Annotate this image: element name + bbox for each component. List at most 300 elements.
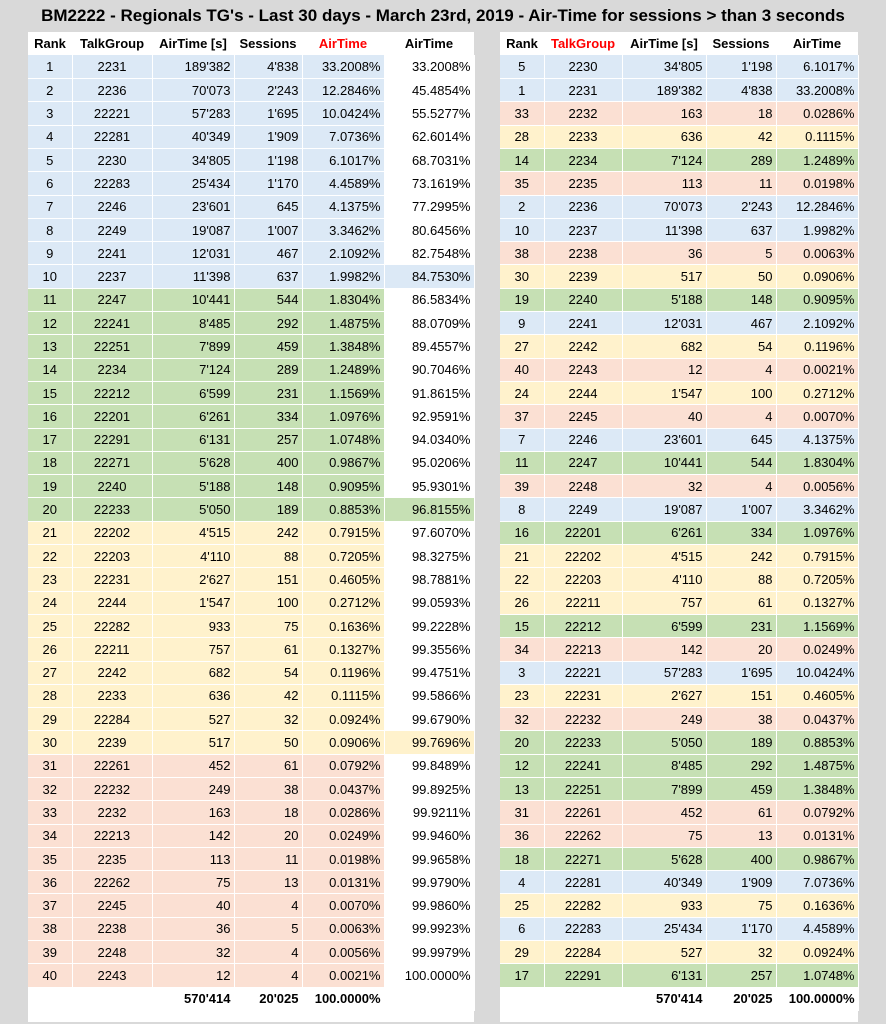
sessions-cell: 1'198	[234, 148, 302, 171]
airtime-percent-cell: 0.1196%	[776, 335, 858, 358]
talkgroup-cell: 22283	[72, 172, 152, 195]
airtime-seconds-cell: 10'441	[622, 451, 706, 474]
airtime-seconds-cell: 23'601	[622, 428, 706, 451]
airtime-seconds-cell: 19'087	[622, 498, 706, 521]
airtime-seconds-cell: 682	[152, 661, 234, 684]
airtime-seconds-cell: 452	[152, 754, 234, 777]
table-row	[500, 941, 858, 964]
airtime-seconds-cell: 12	[622, 358, 706, 381]
sessions-cell: 42	[234, 684, 302, 707]
table-row	[500, 195, 858, 218]
talkgroup-cell: 2234	[544, 148, 622, 171]
sessions-cell: 645	[706, 428, 776, 451]
airtime-seconds-cell: 4'110	[152, 545, 234, 568]
table-row	[500, 778, 858, 801]
table-row	[28, 265, 474, 288]
sessions-cell: 459	[706, 778, 776, 801]
airtime-percent-cell: 0.7205%	[302, 545, 384, 568]
rank-cell: 34	[28, 824, 72, 847]
airtime-percent-cell: 12.2846%	[776, 195, 858, 218]
rank-cell: 7	[28, 195, 72, 218]
airtime-percent-cell: 0.0437%	[302, 778, 384, 801]
table-row	[28, 778, 474, 801]
table-row	[500, 591, 858, 614]
airtime-cumulative-cell: 99.9658%	[384, 847, 474, 870]
col-header-airtime-percent: AirTime	[792, 36, 842, 52]
talkgroup-cell: 2231	[544, 79, 622, 102]
airtime-seconds-cell: 933	[622, 894, 706, 917]
rank-cell: 15	[500, 614, 544, 637]
airtime-percent-cell: 0.0021%	[302, 964, 384, 987]
rank-cell: 26	[28, 638, 72, 661]
table-row	[500, 79, 858, 102]
sessions-cell: 1'007	[234, 218, 302, 241]
rank-cell: 28	[28, 684, 72, 707]
talkgroup-cell: 2239	[72, 731, 152, 754]
airtime-percent-cell: 0.8853%	[302, 498, 384, 521]
airtime-seconds-cell: 933	[152, 614, 234, 637]
talkgroup-table-panel	[500, 32, 858, 1022]
sessions-cell: 292	[706, 754, 776, 777]
table-row	[28, 545, 474, 568]
rank-cell: 8	[28, 218, 72, 241]
airtime-percent-cell: 0.8853%	[776, 731, 858, 754]
airtime-percent-cell: 0.0131%	[776, 824, 858, 847]
airtime-seconds-cell: 142	[622, 638, 706, 661]
rank-cell: 27	[500, 335, 544, 358]
table-row	[28, 335, 474, 358]
rank-cell: 28	[500, 125, 544, 148]
airtime-cumulative-cell: 89.4557%	[384, 335, 474, 358]
talkgroup-cell: 2230	[72, 148, 152, 171]
airtime-seconds-cell: 517	[152, 731, 234, 754]
table-row	[500, 521, 858, 544]
rank-cell: 9	[28, 242, 72, 265]
talkgroup-cell: 2239	[544, 265, 622, 288]
rank-cell: 30	[28, 731, 72, 754]
sessions-cell: 189	[234, 498, 302, 521]
talkgroup-cell: 22213	[544, 638, 622, 661]
table-row	[500, 964, 858, 987]
airtime-seconds-cell: 636	[152, 684, 234, 707]
airtime-seconds-cell: 70'073	[152, 79, 234, 102]
airtime-seconds-cell: 36	[152, 917, 234, 940]
airtime-seconds-cell: 57'283	[622, 661, 706, 684]
talkgroup-cell: 2248	[544, 475, 622, 498]
airtime-cumulative-cell: 95.9301%	[384, 475, 474, 498]
table-row	[28, 964, 474, 987]
airtime-percent-cell: 1.4875%	[302, 312, 384, 335]
airtime-seconds-cell: 23'601	[152, 195, 234, 218]
sessions-cell: 334	[706, 521, 776, 544]
airtime-percent-cell: 0.0198%	[302, 847, 384, 870]
sessions-cell: 5	[706, 242, 776, 265]
sessions-cell: 289	[234, 358, 302, 381]
talkgroup-cell: 22201	[72, 405, 152, 428]
rank-cell: 1	[28, 55, 72, 78]
talkgroup-cell: 2249	[544, 498, 622, 521]
airtime-cumulative-cell: 97.6070%	[384, 521, 474, 544]
airtime-seconds-cell: 19'087	[152, 218, 234, 241]
airtime-seconds-cell: 32	[622, 475, 706, 498]
talkgroup-cell: 22282	[72, 614, 152, 637]
airtime-cumulative-cell: 99.9790%	[384, 871, 474, 894]
table-row	[500, 475, 858, 498]
airtime-cumulative-cell: 99.8489%	[384, 754, 474, 777]
sessions-cell: 151	[234, 568, 302, 591]
talkgroup-cell: 2247	[544, 451, 622, 474]
talkgroup-cell: 22233	[544, 731, 622, 754]
talkgroup-cell: 22213	[72, 824, 152, 847]
airtime-seconds-cell: 40'349	[152, 125, 234, 148]
sessions-cell: 544	[234, 288, 302, 311]
rank-cell: 14	[28, 358, 72, 381]
sessions-cell: 189	[706, 731, 776, 754]
rank-cell: 17	[28, 428, 72, 451]
table-row	[500, 218, 858, 241]
rank-cell: 40	[28, 964, 72, 987]
airtime-percent-cell: 1.0976%	[776, 521, 858, 544]
table-row	[500, 55, 858, 78]
talkgroup-cell: 2237	[544, 218, 622, 241]
airtime-percent-cell: 12.2846%	[302, 79, 384, 102]
talkgroup-cell: 22262	[72, 871, 152, 894]
table-row	[28, 475, 474, 498]
rank-cell: 31	[28, 754, 72, 777]
talkgroup-cell: 2245	[72, 894, 152, 917]
airtime-cumulative-cell: 88.0709%	[384, 312, 474, 335]
col-header-airtime-seconds: AirTime [s]	[159, 36, 227, 52]
talkgroup-cell: 2244	[72, 591, 152, 614]
airtime-percent-cell: 0.0056%	[776, 475, 858, 498]
table-row	[28, 498, 474, 521]
airtime-percent-cell: 7.0736%	[776, 871, 858, 894]
col-header-rank: Rank	[506, 36, 538, 52]
airtime-percent-cell: 0.0792%	[302, 754, 384, 777]
sessions-cell: 544	[706, 451, 776, 474]
airtime-seconds-cell: 6'599	[622, 614, 706, 637]
airtime-seconds-cell: 6'261	[152, 405, 234, 428]
talkgroup-cell: 22283	[544, 917, 622, 940]
table-row	[28, 172, 474, 195]
airtime-cumulative-cell: 94.0340%	[384, 428, 474, 451]
talkgroup-cell: 2238	[72, 917, 152, 940]
talkgroup-cell: 22202	[544, 545, 622, 568]
airtime-seconds-cell: 34'805	[622, 55, 706, 78]
talkgroup-cell: 22284	[72, 708, 152, 731]
total-sessions: 20'025	[706, 987, 776, 1010]
talkgroup-cell: 22251	[72, 335, 152, 358]
talkgroup-cell: 2235	[544, 172, 622, 195]
rank-cell: 8	[500, 498, 544, 521]
rank-cell: 38	[500, 242, 544, 265]
airtime-percent-cell: 0.0906%	[302, 731, 384, 754]
airtime-seconds-cell: 757	[622, 591, 706, 614]
airtime-seconds-cell: 249	[152, 778, 234, 801]
rank-cell: 23	[500, 684, 544, 707]
airtime-percent-cell: 0.0063%	[302, 917, 384, 940]
airtime-seconds-cell: 6'131	[622, 964, 706, 987]
sessions-cell: 2'243	[706, 195, 776, 218]
airtime-cumulative-cell: 86.5834%	[384, 288, 474, 311]
rank-cell: 5	[28, 148, 72, 171]
table-row	[500, 545, 858, 568]
airtime-percent-cell: 2.1092%	[776, 312, 858, 335]
rank-cell: 18	[500, 847, 544, 870]
sessions-cell: 42	[706, 125, 776, 148]
sessions-cell: 151	[706, 684, 776, 707]
total-airtime-seconds: 570'414	[152, 987, 234, 1010]
table-row	[500, 242, 858, 265]
airtime-percent-cell: 0.2712%	[302, 591, 384, 614]
rank-cell: 21	[500, 545, 544, 568]
rank-cell: 38	[28, 917, 72, 940]
airtime-cumulative-cell: 77.2995%	[384, 195, 474, 218]
airtime-percent-cell: 33.2008%	[776, 79, 858, 102]
airtime-seconds-cell: 5'050	[622, 731, 706, 754]
airtime-seconds-cell: 5'628	[622, 847, 706, 870]
table-row	[28, 847, 474, 870]
airtime-seconds-cell: 682	[622, 335, 706, 358]
table-row	[28, 754, 474, 777]
airtime-seconds-cell: 75	[622, 824, 706, 847]
airtime-percent-cell: 0.7205%	[776, 568, 858, 591]
airtime-percent-cell: 1.1569%	[776, 614, 858, 637]
airtime-seconds-cell: 34'805	[152, 148, 234, 171]
talkgroup-cell: 22233	[72, 498, 152, 521]
sessions-cell: 1'170	[234, 172, 302, 195]
airtime-percent-cell: 6.1017%	[302, 148, 384, 171]
table-row	[28, 614, 474, 637]
table-row	[28, 801, 474, 824]
talkgroup-cell: 2233	[72, 684, 152, 707]
talkgroup-cell: 2240	[72, 475, 152, 498]
talkgroup-cell: 2249	[72, 218, 152, 241]
rank-cell: 31	[500, 801, 544, 824]
sessions-cell: 38	[706, 708, 776, 731]
table-row	[500, 451, 858, 474]
sessions-cell: 148	[706, 288, 776, 311]
talkgroup-cell: 22231	[544, 684, 622, 707]
talkgroup-cell: 22261	[72, 754, 152, 777]
rank-cell: 9	[500, 312, 544, 335]
table-row	[500, 405, 858, 428]
talkgroup-cell: 22201	[544, 521, 622, 544]
sessions-cell: 4'838	[234, 55, 302, 78]
sessions-cell: 4	[234, 964, 302, 987]
airtime-percent-cell: 0.1115%	[776, 125, 858, 148]
rank-cell: 16	[28, 405, 72, 428]
rank-cell: 6	[28, 172, 72, 195]
table-row	[500, 894, 858, 917]
sessions-cell: 61	[234, 638, 302, 661]
table-row	[28, 102, 474, 125]
sessions-cell: 61	[706, 801, 776, 824]
talkgroup-cell: 2237	[72, 265, 152, 288]
talkgroup-cell: 2232	[72, 801, 152, 824]
talkgroup-cell: 2243	[72, 964, 152, 987]
airtime-cumulative-cell: 95.0206%	[384, 451, 474, 474]
airtime-cumulative-cell: 99.0593%	[384, 591, 474, 614]
rank-cell: 39	[28, 941, 72, 964]
table-row	[500, 568, 858, 591]
talkgroup-cell: 22241	[544, 754, 622, 777]
empty-cell	[544, 987, 622, 1010]
airtime-percent-cell: 0.9867%	[302, 451, 384, 474]
sessions-cell: 400	[706, 847, 776, 870]
sessions-cell: 20	[234, 824, 302, 847]
table-row	[500, 428, 858, 451]
rank-cell: 33	[500, 102, 544, 125]
table-row	[500, 125, 858, 148]
sessions-cell: 18	[234, 801, 302, 824]
airtime-percent-cell: 1.3848%	[302, 335, 384, 358]
table-row	[500, 312, 858, 335]
airtime-cumulative-cell: 55.5277%	[384, 102, 474, 125]
col-header-airtime-seconds: AirTime [s]	[630, 36, 698, 52]
rank-cell: 30	[500, 265, 544, 288]
talkgroup-cell: 22261	[544, 801, 622, 824]
total-airtime-percent: 100.0000%	[776, 987, 858, 1010]
airtime-seconds-cell: 6'131	[152, 428, 234, 451]
airtime-percent-cell: 0.1327%	[302, 638, 384, 661]
talkgroup-cell: 22221	[544, 661, 622, 684]
airtime-percent-cell: 0.0131%	[302, 871, 384, 894]
rank-cell: 10	[28, 265, 72, 288]
airtime-cumulative-cell: 99.7696%	[384, 731, 474, 754]
rank-cell: 4	[28, 125, 72, 148]
airtime-seconds-cell: 25'434	[152, 172, 234, 195]
airtime-percent-cell: 0.0198%	[776, 172, 858, 195]
table-row	[500, 801, 858, 824]
airtime-seconds-cell: 25'434	[622, 917, 706, 940]
sessions-cell: 1'909	[234, 125, 302, 148]
airtime-seconds-cell: 636	[622, 125, 706, 148]
airtime-percent-cell: 0.0063%	[776, 242, 858, 265]
talkgroup-cell: 22232	[72, 778, 152, 801]
rank-cell: 35	[28, 847, 72, 870]
sessions-cell: 1'007	[706, 498, 776, 521]
airtime-seconds-cell: 32	[152, 941, 234, 964]
sessions-cell: 38	[234, 778, 302, 801]
airtime-percent-cell: 0.0249%	[302, 824, 384, 847]
airtime-percent-cell: 0.0437%	[776, 708, 858, 731]
table-row	[28, 824, 474, 847]
rank-cell: 11	[28, 288, 72, 311]
table-row	[500, 824, 858, 847]
airtime-percent-cell: 1.9982%	[776, 218, 858, 241]
table-row	[500, 638, 858, 661]
airtime-percent-cell: 2.1092%	[302, 242, 384, 265]
rank-cell: 24	[500, 381, 544, 404]
sessions-cell: 257	[234, 428, 302, 451]
rank-cell: 10	[500, 218, 544, 241]
airtime-percent-cell: 4.1375%	[776, 428, 858, 451]
sessions-cell: 4	[234, 894, 302, 917]
rank-cell: 19	[500, 288, 544, 311]
rank-cell: 29	[500, 941, 544, 964]
talkgroup-cell: 22291	[544, 964, 622, 987]
airtime-seconds-cell: 6'599	[152, 381, 234, 404]
sessions-cell: 4	[234, 941, 302, 964]
rank-cell: 2	[500, 195, 544, 218]
airtime-seconds-cell: 527	[622, 941, 706, 964]
sessions-cell: 289	[706, 148, 776, 171]
airtime-cumulative-cell: 80.6456%	[384, 218, 474, 241]
talkgroup-cell: 2241	[544, 312, 622, 335]
sessions-cell: 4'838	[706, 79, 776, 102]
col-header-sessions: Sessions	[239, 36, 297, 52]
airtime-percent-cell: 0.1636%	[776, 894, 858, 917]
talkgroup-cell: 2245	[544, 405, 622, 428]
airtime-seconds-cell: 12'031	[152, 242, 234, 265]
airtime-seconds-cell: 452	[622, 801, 706, 824]
talkgroup-cell: 22291	[72, 428, 152, 451]
airtime-seconds-cell: 5'050	[152, 498, 234, 521]
sessions-cell: 18	[706, 102, 776, 125]
airtime-percent-cell: 0.0056%	[302, 941, 384, 964]
airtime-seconds-cell: 142	[152, 824, 234, 847]
airtime-percent-cell: 1.1569%	[302, 381, 384, 404]
sessions-cell: 645	[234, 195, 302, 218]
airtime-percent-cell: 4.4589%	[302, 172, 384, 195]
table-row	[28, 358, 474, 381]
airtime-percent-cell: 1.3848%	[776, 778, 858, 801]
table-row	[500, 498, 858, 521]
airtime-seconds-cell: 2'627	[152, 568, 234, 591]
airtime-cumulative-cell: 99.5866%	[384, 684, 474, 707]
sessions-cell: 100	[234, 591, 302, 614]
airtime-seconds-cell: 4'515	[622, 545, 706, 568]
sessions-cell: 242	[234, 521, 302, 544]
rank-cell: 22	[28, 545, 72, 568]
airtime-percent-cell: 3.3462%	[302, 218, 384, 241]
rank-cell: 20	[500, 731, 544, 754]
table-row	[28, 312, 474, 335]
total-airtime-percent: 100.0000%	[302, 987, 384, 1010]
airtime-percent-cell: 1.2489%	[302, 358, 384, 381]
talkgroup-cell: 2236	[72, 79, 152, 102]
airtime-seconds-cell: 757	[152, 638, 234, 661]
sessions-cell: 32	[706, 941, 776, 964]
rank-cell: 23	[28, 568, 72, 591]
rank-cell: 7	[500, 428, 544, 451]
airtime-percent-cell: 0.7915%	[302, 521, 384, 544]
airtime-seconds-cell: 189'382	[622, 79, 706, 102]
table-row	[28, 428, 474, 451]
talkgroup-cell: 2233	[544, 125, 622, 148]
sessions-cell: 13	[706, 824, 776, 847]
rank-cell: 25	[28, 614, 72, 637]
airtime-cumulative-cell: 90.7046%	[384, 358, 474, 381]
airtime-seconds-cell: 57'283	[152, 102, 234, 125]
sessions-cell: 292	[234, 312, 302, 335]
rank-cell: 4	[500, 871, 544, 894]
sessions-cell: 257	[706, 964, 776, 987]
airtime-percent-cell: 0.9867%	[776, 847, 858, 870]
sessions-cell: 11	[706, 172, 776, 195]
rank-cell: 3	[500, 661, 544, 684]
rank-cell: 29	[28, 708, 72, 731]
table-row	[28, 242, 474, 265]
airtime-percent-cell: 1.0976%	[302, 405, 384, 428]
talkgroup-cell: 2246	[72, 195, 152, 218]
empty-cell	[72, 987, 152, 1010]
col-header-airtime-cumulative: AirTime	[404, 36, 454, 52]
table-row	[500, 917, 858, 940]
rank-cell: 21	[28, 521, 72, 544]
table-row	[28, 195, 474, 218]
